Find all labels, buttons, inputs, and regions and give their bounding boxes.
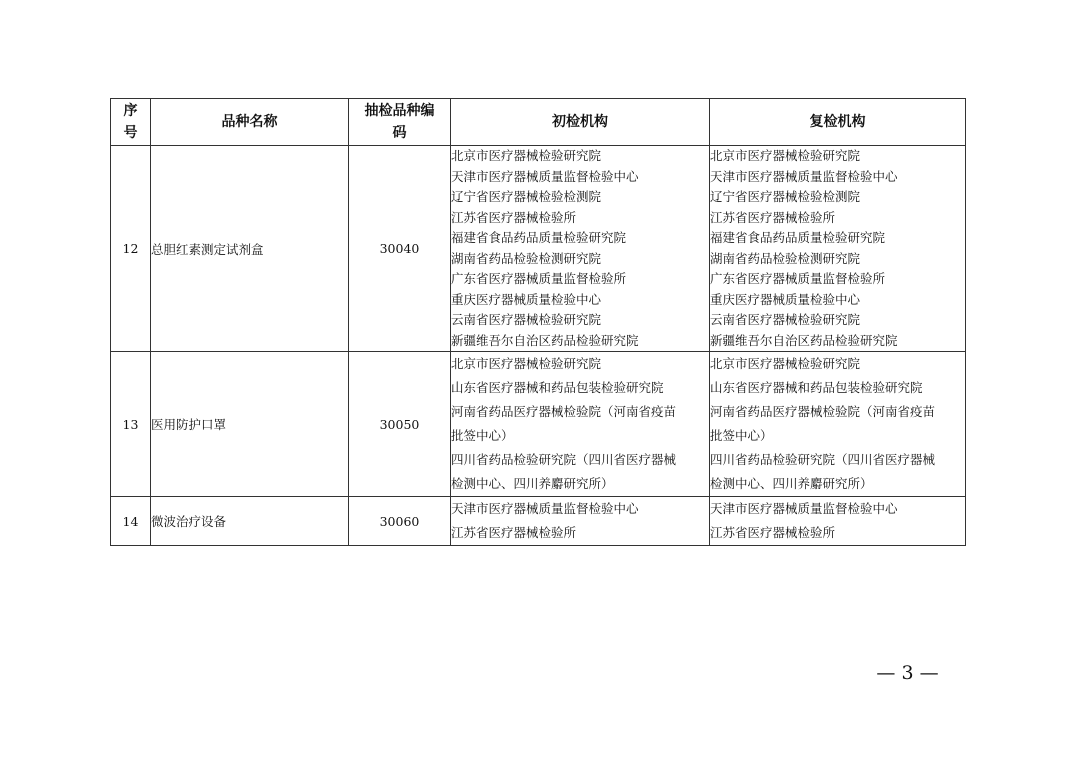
header-no: 序 号	[111, 99, 151, 146]
org-line: 北京市医疗器械检验研究院	[710, 356, 861, 371]
table-row	[111, 352, 966, 497]
row-recheck-orgs	[710, 146, 966, 352]
org-line: 河南省药品医疗器械检验院（河南省疫苗	[451, 404, 677, 419]
row-no: 13	[111, 352, 151, 497]
row-initial-orgs	[451, 146, 710, 352]
org-line: 云南省医疗器械检验研究院	[451, 312, 602, 327]
row-product-name: 医用防护口罩	[151, 352, 349, 497]
row-initial-orgs	[451, 352, 710, 497]
org-line: 重庆医疗器械质量检验中心	[451, 291, 602, 307]
org-line: 新疆维吾尔自治区药品检验研究院	[451, 332, 639, 348]
row-no: 12	[111, 146, 151, 352]
inspection-table	[110, 98, 966, 546]
row-initial-orgs	[451, 497, 710, 546]
org-line: 北京市医疗器械检验研究院	[451, 148, 602, 163]
org-line: 河南省药品医疗器械检验院（河南省疫苗	[710, 404, 936, 419]
row-code: 30060	[349, 497, 451, 546]
row-no: 14	[111, 497, 151, 546]
header-recheck: 复检机构	[710, 99, 966, 146]
header-code: 抽检品种编 码	[349, 99, 451, 146]
org-line: 江苏省医疗器械检验所	[451, 209, 577, 225]
org-line: 云南省医疗器械检验研究院	[710, 312, 861, 327]
org-line: 天津市医疗器械质量监督检验中心	[451, 501, 639, 516]
org-line: 检测中心、四川养麝研究所）	[451, 476, 614, 491]
row-product-name: 总胆红素测定试剂盒	[151, 146, 349, 352]
org-line: 天津市医疗器械质量监督检验中心	[710, 501, 898, 516]
org-line: 江苏省医疗器械检验所	[451, 525, 577, 540]
row-code: 30040	[349, 146, 451, 352]
org-line: 辽宁省医疗器械检验检测院	[451, 189, 602, 204]
org-line: 山东省医疗器械和药品包装检验研究院	[710, 380, 923, 395]
org-line: 辽宁省医疗器械检验检测院	[710, 189, 861, 204]
table-row	[111, 497, 966, 546]
row-recheck-orgs	[710, 497, 966, 546]
org-line: 湖南省药品检验检测研究院	[710, 250, 861, 266]
row-product-name: 微波治疗设备	[151, 497, 349, 546]
page-number: — 3 —	[876, 662, 939, 684]
org-line: 湖南省药品检验检测研究院	[451, 250, 602, 266]
table-header-row	[111, 99, 966, 146]
org-line: 江苏省医疗器械检验所	[710, 525, 836, 540]
org-line: 北京市医疗器械检验研究院	[710, 148, 861, 163]
org-line: 广东省医疗器械质量监督检验所	[451, 271, 627, 286]
org-line: 福建省食品药品质量检验研究院	[451, 230, 627, 245]
row-recheck-orgs	[710, 352, 966, 497]
header-name: 品种名称	[151, 99, 349, 146]
org-line: 天津市医疗器械质量监督检验中心	[710, 168, 898, 184]
org-line: 福建省食品药品质量检验研究院	[710, 230, 886, 245]
org-line: 新疆维吾尔自治区药品检验研究院	[710, 332, 898, 348]
org-line: 检测中心、四川养麝研究所）	[710, 476, 873, 491]
header-initial: 初检机构	[451, 99, 710, 146]
org-line: 北京市医疗器械检验研究院	[451, 356, 602, 371]
org-line: 批签中心）	[451, 428, 514, 443]
row-code: 30050	[349, 352, 451, 497]
org-line: 广东省医疗器械质量监督检验所	[710, 271, 886, 286]
org-line: 江苏省医疗器械检验所	[710, 209, 836, 225]
org-line: 重庆医疗器械质量检验中心	[710, 291, 861, 307]
org-line: 天津市医疗器械质量监督检验中心	[451, 168, 639, 184]
org-line: 四川省药品检验研究院（四川省医疗器械	[451, 452, 677, 467]
org-line: 批签中心）	[710, 428, 773, 443]
table-row	[111, 146, 966, 352]
org-line: 四川省药品检验研究院（四川省医疗器械	[710, 452, 936, 467]
org-line: 山东省医疗器械和药品包装检验研究院	[451, 380, 664, 395]
